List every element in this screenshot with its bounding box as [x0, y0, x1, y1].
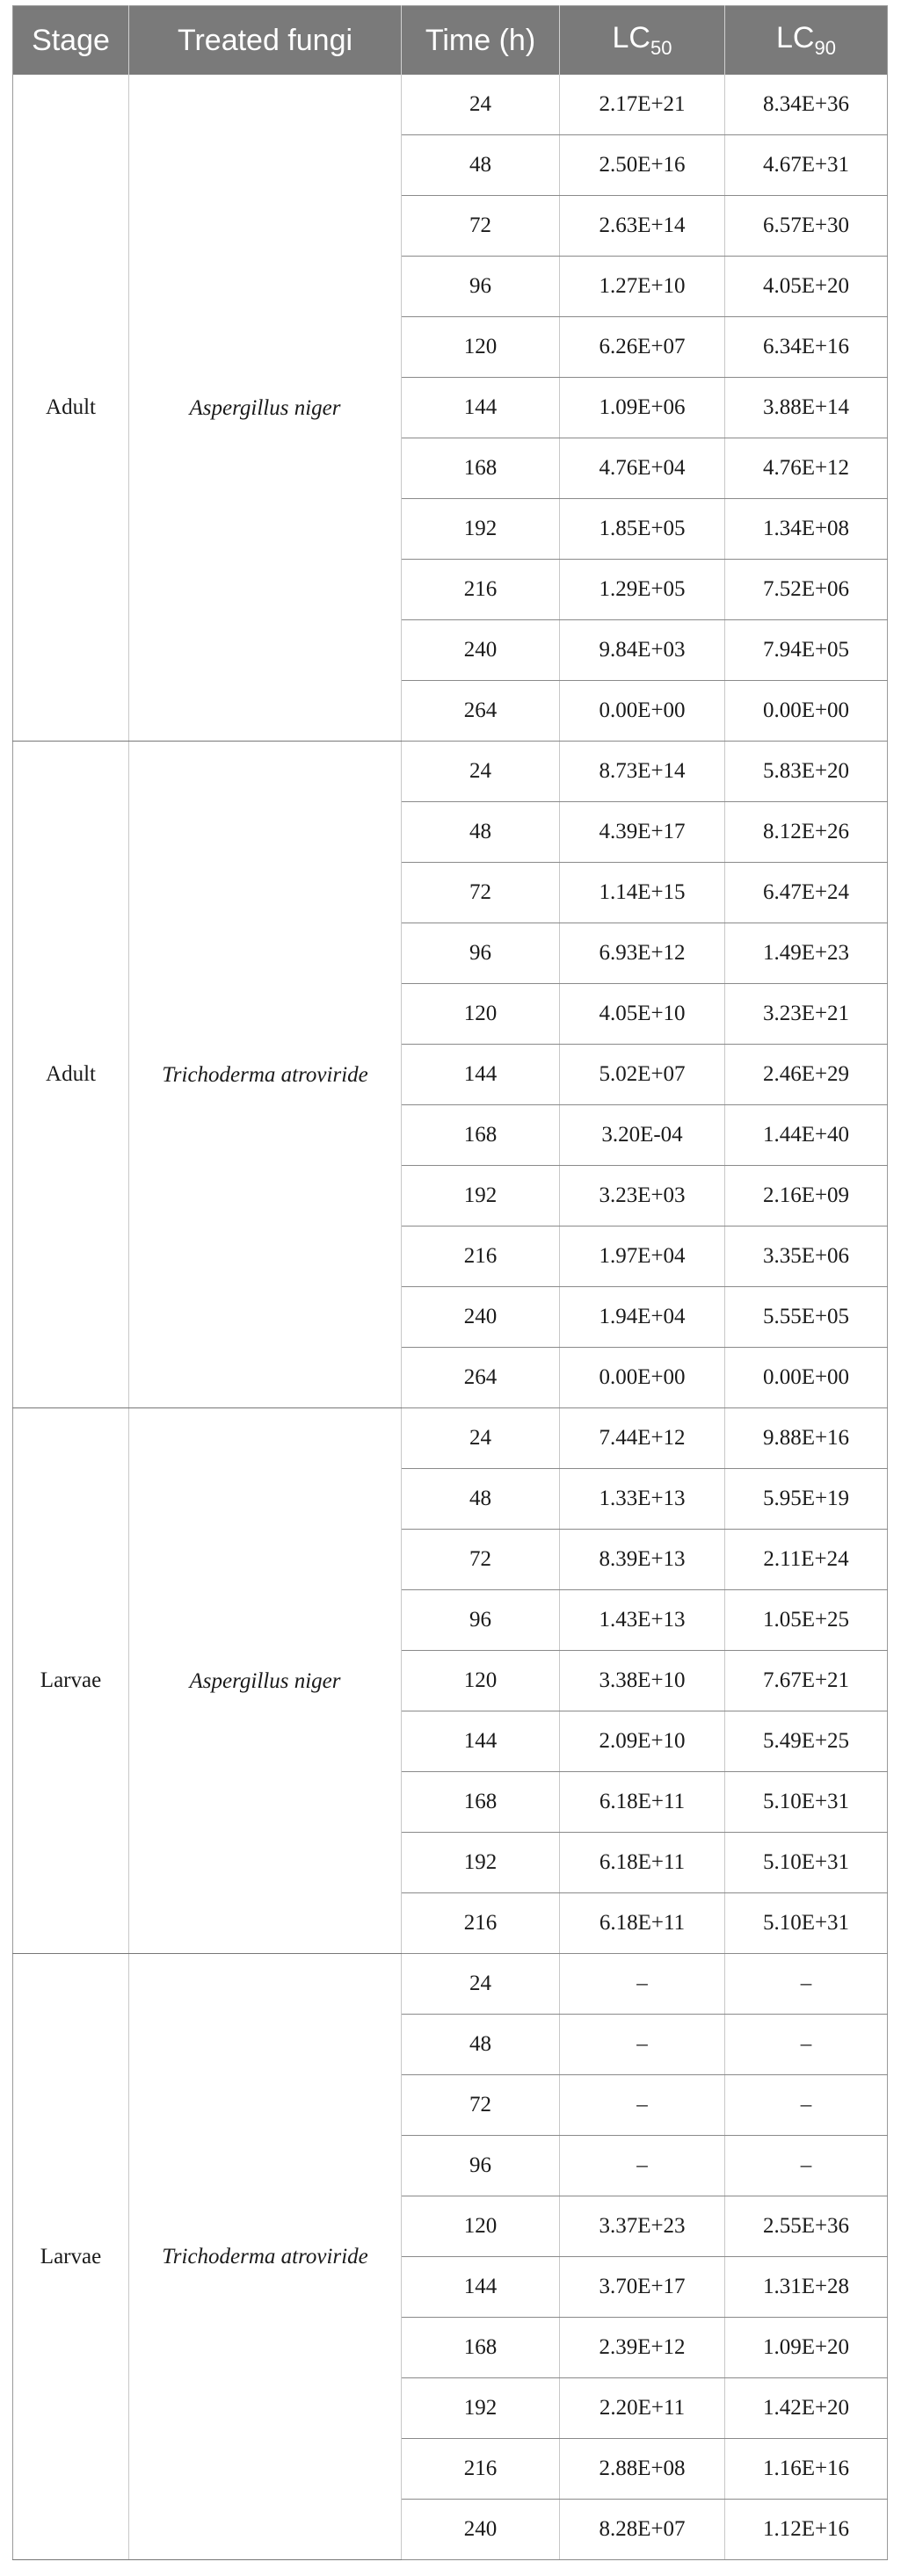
time-cell: 216 — [402, 1893, 560, 1954]
lc50-cell: 0.00E+00 — [560, 1348, 725, 1408]
lc50-cell: 3.37E+23 — [560, 2196, 725, 2257]
lc90-cell: 7.67E+21 — [725, 1651, 888, 1711]
time-cell: 120 — [402, 317, 560, 378]
lc50-cell: 3.23E+03 — [560, 1166, 725, 1226]
lc90-cell: 1.12E+16 — [725, 2500, 888, 2560]
lc50-cell: 1.97E+04 — [560, 1226, 725, 1287]
time-cell: 24 — [402, 75, 560, 135]
lc90-cell: 0.00E+00 — [725, 1348, 888, 1408]
lc90-cell: 7.94E+05 — [725, 620, 888, 681]
lc50-cell: 3.70E+17 — [560, 2257, 725, 2318]
lc90-cell: 1.05E+25 — [725, 1590, 888, 1651]
lc90-cell: 5.55E+05 — [725, 1287, 888, 1348]
lc50-cell: 6.18E+11 — [560, 1833, 725, 1893]
lc50-cell: 9.84E+03 — [560, 620, 725, 681]
lc90-cell: 3.23E+21 — [725, 984, 888, 1045]
lc90-cell: 4.05E+20 — [725, 257, 888, 317]
lc90-cell: 1.49E+23 — [725, 923, 888, 984]
time-cell: 216 — [402, 2439, 560, 2500]
stage-cell: Larvae — [13, 1954, 129, 2560]
lc90-cell: 3.35E+06 — [725, 1226, 888, 1287]
header-time: Time (h) — [402, 6, 560, 76]
lc50-cell: 0.00E+00 — [560, 681, 725, 742]
lc90-cell: 5.95E+19 — [725, 1469, 888, 1530]
header-row — [13, 6, 888, 76]
lc90-cell: 5.49E+25 — [725, 1711, 888, 1772]
time-cell: 192 — [402, 499, 560, 560]
time-cell: 264 — [402, 1348, 560, 1408]
lc90-cell: 0.00E+00 — [725, 681, 888, 742]
header-lc90 — [725, 6, 888, 76]
lc90-cell: 9.88E+16 — [725, 1408, 888, 1469]
header-lc90-sub: 90 — [814, 36, 836, 59]
lc90-cell: 4.67E+31 — [725, 135, 888, 196]
time-cell: 96 — [402, 257, 560, 317]
time-cell: 96 — [402, 923, 560, 984]
lc90-cell: 6.57E+30 — [725, 196, 888, 257]
fungus-cell: Trichoderma atroviride — [129, 742, 402, 1408]
header-stage: Stage — [13, 6, 129, 76]
lc50-cell: – — [560, 2075, 725, 2136]
lc50-cell: 1.14E+15 — [560, 863, 725, 923]
time-cell: 168 — [402, 1105, 560, 1166]
lc90-cell: 7.52E+06 — [725, 560, 888, 620]
time-cell: 264 — [402, 681, 560, 742]
lc-table — [12, 5, 888, 2560]
lc50-cell: – — [560, 2015, 725, 2075]
time-cell: 192 — [402, 1166, 560, 1226]
lc90-cell: 1.16E+16 — [725, 2439, 888, 2500]
lc50-cell: 2.17E+21 — [560, 75, 725, 135]
fungus-cell: Aspergillus niger — [129, 1408, 402, 1954]
time-cell: 240 — [402, 1287, 560, 1348]
time-cell: 96 — [402, 2136, 560, 2196]
table-row — [13, 1954, 888, 2015]
time-cell: 144 — [402, 2257, 560, 2318]
time-cell: 168 — [402, 1772, 560, 1833]
time-cell: 24 — [402, 1954, 560, 2015]
lc90-cell: 1.42E+20 — [725, 2378, 888, 2439]
fungus-cell: Aspergillus niger — [129, 75, 402, 742]
time-cell: 72 — [402, 2075, 560, 2136]
lc90-cell: 2.11E+24 — [725, 1530, 888, 1590]
lc50-cell: 8.28E+07 — [560, 2500, 725, 2560]
time-cell: 192 — [402, 2378, 560, 2439]
lc50-cell: 3.38E+10 — [560, 1651, 725, 1711]
table-row — [13, 742, 888, 802]
lc50-cell: 6.26E+07 — [560, 317, 725, 378]
lc50-cell: 2.63E+14 — [560, 196, 725, 257]
lc90-cell: – — [725, 2015, 888, 2075]
lc50-cell: 4.76E+04 — [560, 438, 725, 499]
lc90-cell: 8.12E+26 — [725, 802, 888, 863]
lc50-cell: 2.88E+08 — [560, 2439, 725, 2500]
time-cell: 216 — [402, 1226, 560, 1287]
time-cell: 216 — [402, 560, 560, 620]
time-cell: 120 — [402, 1651, 560, 1711]
time-cell: 48 — [402, 135, 560, 196]
lc90-cell: – — [725, 1954, 888, 2015]
stage-cell: Larvae — [13, 1408, 129, 1954]
table-row — [13, 75, 888, 135]
lc50-cell: 1.43E+13 — [560, 1590, 725, 1651]
lc50-cell: 6.93E+12 — [560, 923, 725, 984]
lc50-cell: 4.05E+10 — [560, 984, 725, 1045]
header-lc50-sub: 50 — [650, 36, 672, 59]
lc50-cell: 3.20E-04 — [560, 1105, 725, 1166]
time-cell: 168 — [402, 438, 560, 499]
lc50-cell: – — [560, 2136, 725, 2196]
time-cell: 72 — [402, 196, 560, 257]
fungus-cell: Trichoderma atroviride — [129, 1954, 402, 2560]
header-lc50-base: LC — [612, 21, 650, 55]
lc50-cell: 8.39E+13 — [560, 1530, 725, 1590]
lc50-cell: 8.73E+14 — [560, 742, 725, 802]
lc90-cell: 8.34E+36 — [725, 75, 888, 135]
lc50-cell: – — [560, 1954, 725, 2015]
lc90-cell: – — [725, 2075, 888, 2136]
lc50-cell: 2.20E+11 — [560, 2378, 725, 2439]
table-row — [13, 1408, 888, 1469]
header-treated-fungi: Treated fungi — [129, 6, 402, 76]
lc50-cell: 6.18E+11 — [560, 1772, 725, 1833]
lc90-cell: 6.47E+24 — [725, 863, 888, 923]
header-lc50 — [560, 6, 725, 76]
lc50-cell: 1.27E+10 — [560, 257, 725, 317]
lc-table-container — [12, 5, 887, 2560]
lc90-cell: 6.34E+16 — [725, 317, 888, 378]
lc50-cell: 1.85E+05 — [560, 499, 725, 560]
time-cell: 240 — [402, 620, 560, 681]
time-cell: 240 — [402, 2500, 560, 2560]
lc50-cell: 1.94E+04 — [560, 1287, 725, 1348]
lc50-cell: 1.09E+06 — [560, 378, 725, 438]
time-cell: 96 — [402, 1590, 560, 1651]
lc90-cell: 2.55E+36 — [725, 2196, 888, 2257]
time-cell: 48 — [402, 2015, 560, 2075]
time-cell: 120 — [402, 2196, 560, 2257]
time-cell: 144 — [402, 1045, 560, 1105]
lc90-cell: 4.76E+12 — [725, 438, 888, 499]
lc90-cell: 1.31E+28 — [725, 2257, 888, 2318]
table-body — [13, 75, 888, 2560]
lc50-cell: 2.09E+10 — [560, 1711, 725, 1772]
time-cell: 192 — [402, 1833, 560, 1893]
lc50-cell: 6.18E+11 — [560, 1893, 725, 1954]
lc90-cell: 1.34E+08 — [725, 499, 888, 560]
lc50-cell: 4.39E+17 — [560, 802, 725, 863]
lc90-cell: 2.16E+09 — [725, 1166, 888, 1226]
time-cell: 48 — [402, 1469, 560, 1530]
time-cell: 144 — [402, 1711, 560, 1772]
time-cell: 72 — [402, 863, 560, 923]
lc50-cell: 2.50E+16 — [560, 135, 725, 196]
lc50-cell: 1.33E+13 — [560, 1469, 725, 1530]
stage-cell: Adult — [13, 75, 129, 742]
time-cell: 48 — [402, 802, 560, 863]
lc90-cell: 1.44E+40 — [725, 1105, 888, 1166]
time-cell: 168 — [402, 2318, 560, 2378]
lc50-cell: 2.39E+12 — [560, 2318, 725, 2378]
lc90-cell: 5.83E+20 — [725, 742, 888, 802]
lc90-cell: – — [725, 2136, 888, 2196]
time-cell: 72 — [402, 1530, 560, 1590]
time-cell: 120 — [402, 984, 560, 1045]
lc90-cell: 5.10E+31 — [725, 1893, 888, 1954]
time-cell: 24 — [402, 742, 560, 802]
stage-cell: Adult — [13, 742, 129, 1408]
time-cell: 24 — [402, 1408, 560, 1469]
time-cell: 144 — [402, 378, 560, 438]
lc90-cell: 3.88E+14 — [725, 378, 888, 438]
lc90-cell: 5.10E+31 — [725, 1772, 888, 1833]
header-lc90-base: LC — [776, 21, 815, 55]
lc50-cell: 1.29E+05 — [560, 560, 725, 620]
lc90-cell: 2.46E+29 — [725, 1045, 888, 1105]
lc90-cell: 5.10E+31 — [725, 1833, 888, 1893]
lc50-cell: 5.02E+07 — [560, 1045, 725, 1105]
lc90-cell: 1.09E+20 — [725, 2318, 888, 2378]
lc50-cell: 7.44E+12 — [560, 1408, 725, 1469]
